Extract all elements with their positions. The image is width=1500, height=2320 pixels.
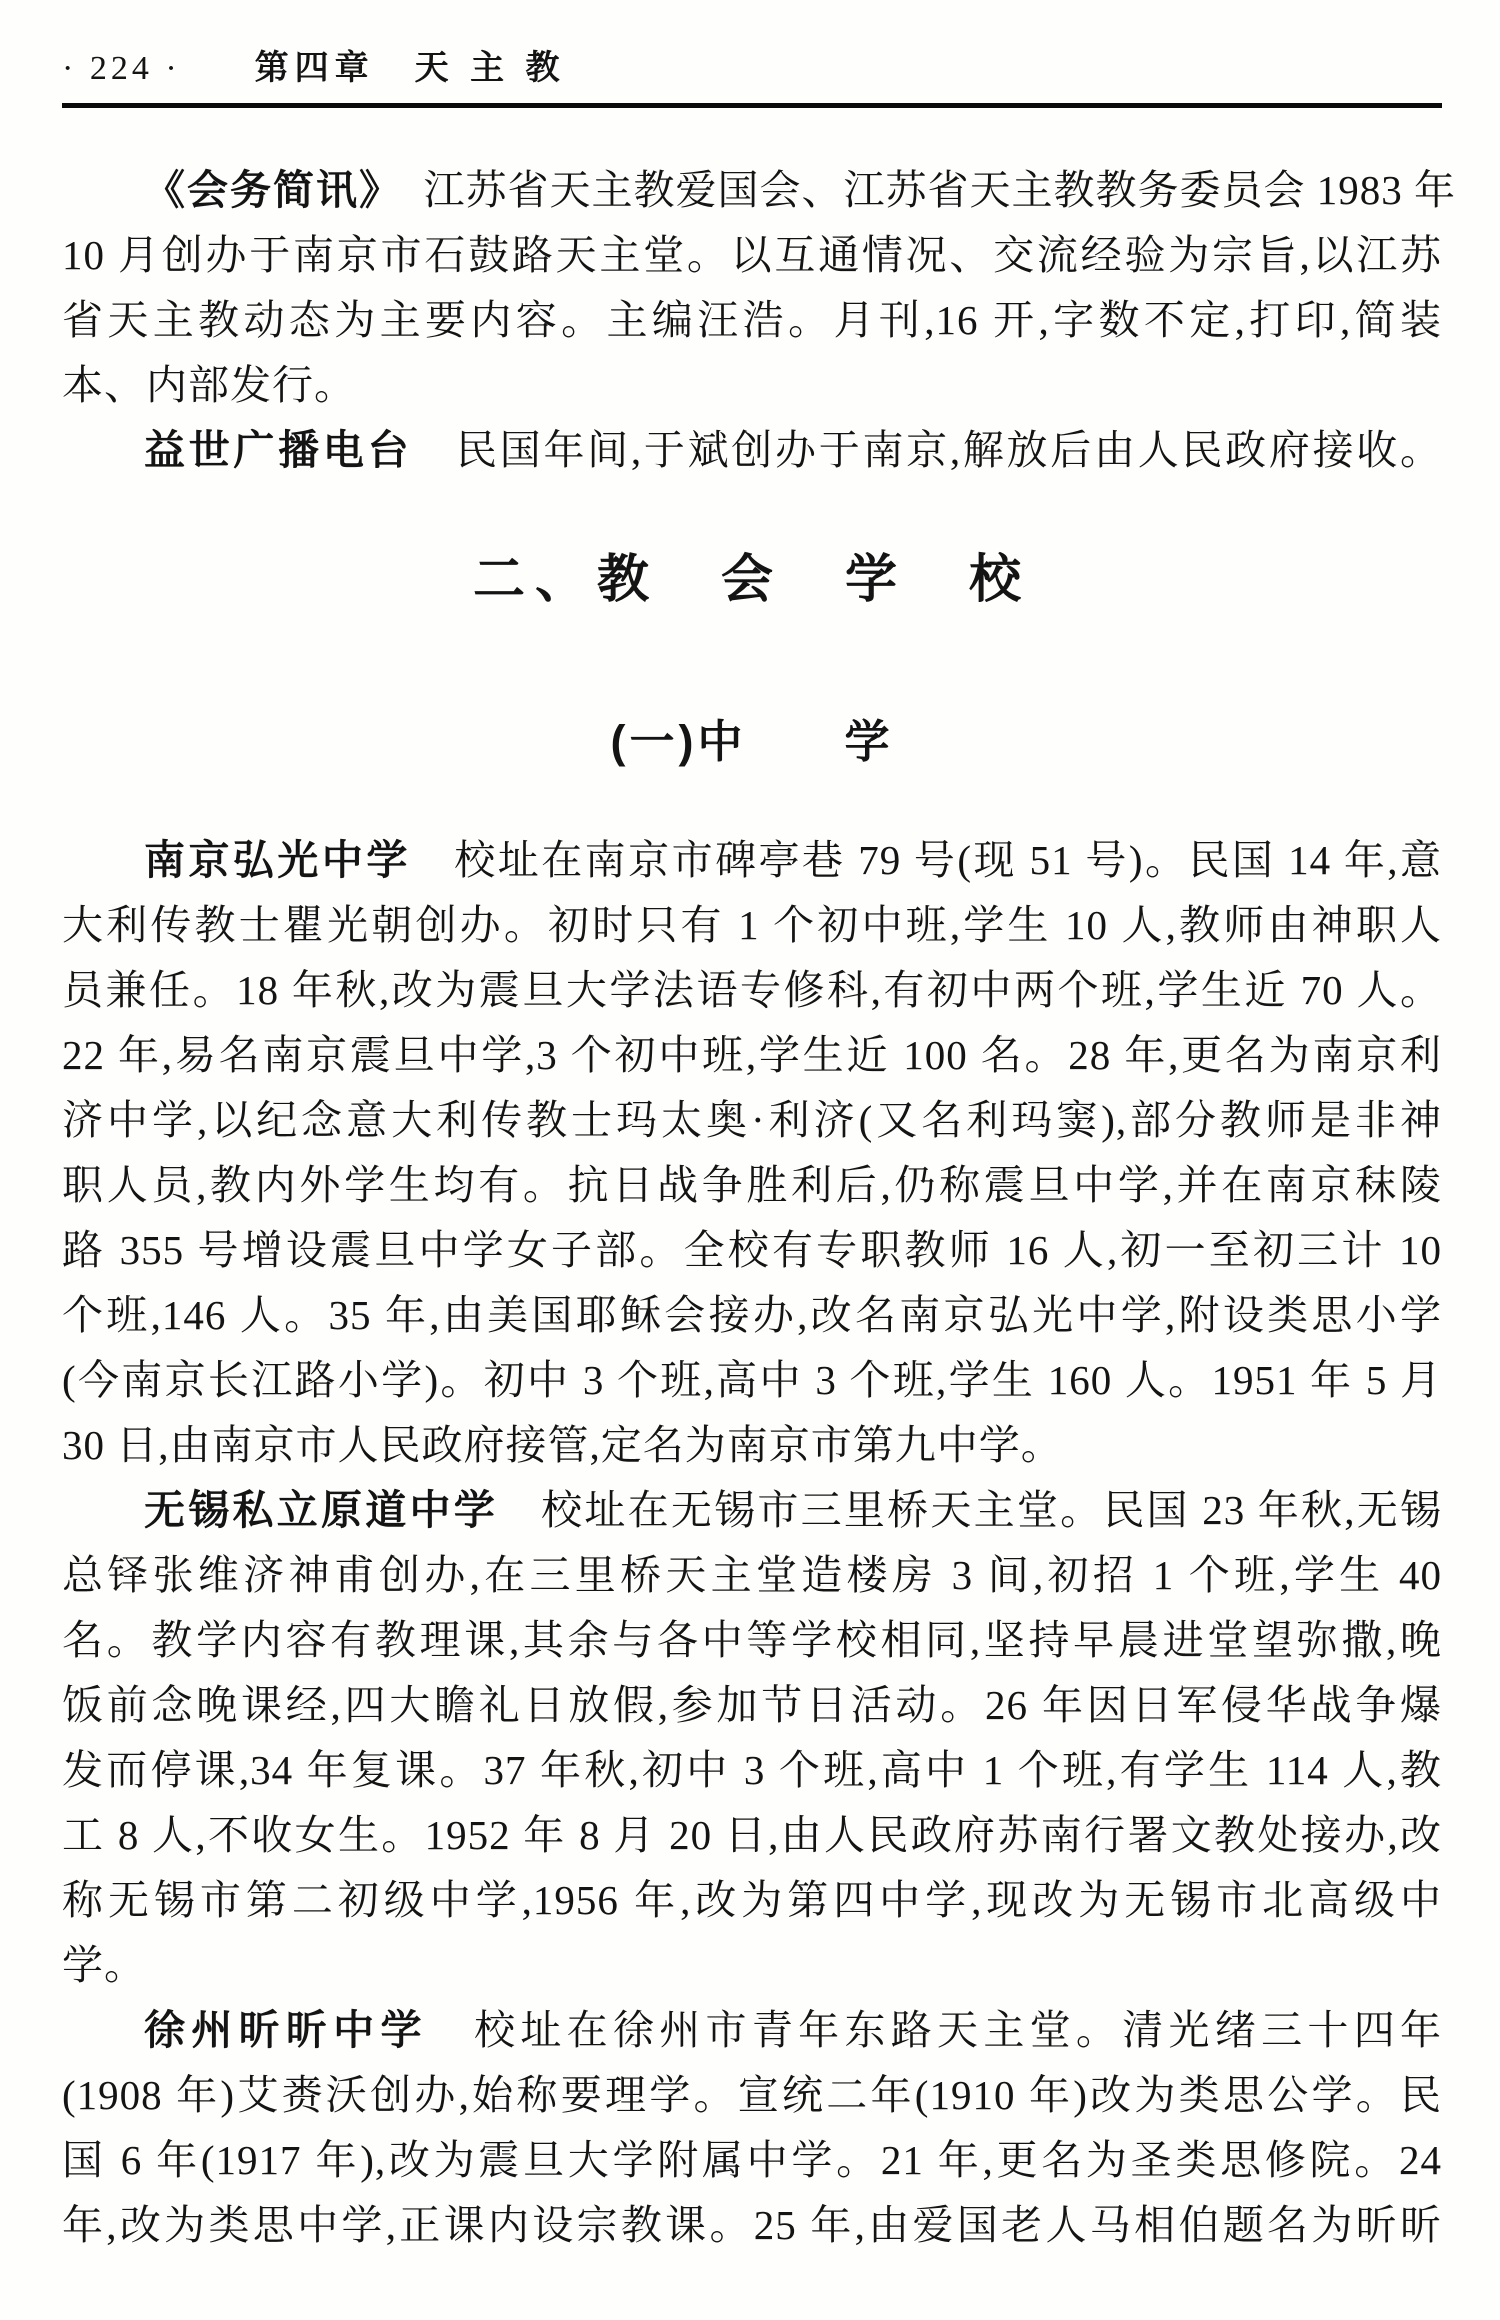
text-line: 学。 <box>62 1942 146 1988</box>
entry-title-nanjing-hongguang: 南京弘光中学 <box>144 837 411 883</box>
line-text: 校址在无锡市三里桥天主堂。民国 23 年秋,无锡 <box>497 1487 1443 1533</box>
line-text: 江苏省天主教爱国会、江苏省天主教教务委员会 1983 年 <box>381 167 1456 213</box>
entry-title-yishi-radio: 益世广播电台 <box>144 427 413 473</box>
text-line: 员兼任。18 年秋,改为震旦大学法语专修科,有初中两个班,学生近 70 人。 <box>62 967 1442 1013</box>
text-line: 国 6 年(1917 年),改为震旦大学附属中学。21 年,更名为圣类思修院。24 <box>62 2137 1442 2183</box>
text-line: 个班,146 人。35 年,由美国耶稣会接办,改名南京弘光中学,附设类思小学 <box>62 1292 1442 1338</box>
running-header <box>62 46 1442 91</box>
text-line <box>62 158 1456 223</box>
header-rule <box>62 103 1442 108</box>
entry-title-xuzhou-xinxin: 徐州昕昕中学 <box>144 2007 428 2053</box>
chapter-title: 第四章 天 主 教 <box>254 49 566 87</box>
text-line: 名。教学内容有教理课,其余与各中等学校相同,坚持早晨进堂望弥撒,晚 <box>62 1617 1442 1663</box>
text-line <box>62 418 1442 483</box>
text-line <box>62 1998 1442 2063</box>
text-line: 22 年,易名南京震旦中学,3 个初中班,学生近 100 名。28 年,更名为南京利 <box>62 1032 1442 1078</box>
entry-title-huiwu-jianxun: 《会务简讯》 <box>144 167 382 213</box>
text-line: 称无锡市第二初级中学,1956 年,改为第四中学,现改为无锡市北高级中 <box>62 1877 1442 1923</box>
line-text: 校址在徐州市青年东路天主堂。清光绪三十四年 <box>427 2007 1443 2053</box>
text-line: 发而停课,34 年复课。37 年秋,初中 3 个班,高中 1 个班,有学生 114 人,教 <box>62 1747 1442 1793</box>
text-line: 济中学,以纪念意大利传教士玛太奥·利济(又名利玛窦),部分教师是非神 <box>62 1097 1442 1143</box>
text-line: 工 8 人,不收女生。1952 年 8 月 20 日,由人民政府苏南行署文教处接办,改 <box>62 1812 1442 1858</box>
text-line: 30 日,由南京市人民政府接管,定名为南京市第九中学。 <box>62 1422 1063 1468</box>
text-line: 年,改为类思中学,正课内设宗教课。25 年,由爱国老人马相伯题名为昕昕 <box>62 2202 1442 2248</box>
text-line: 总铎张维济神甫创办,在三里桥天主堂造楼房 3 间,初招 1 个班,学生 40 <box>62 1552 1442 1598</box>
line-text: 校址在南京市碑亭巷 79 号(现 51 号)。民国 14 年,意 <box>410 837 1443 883</box>
paragraph-yishi-radio <box>62 418 1442 483</box>
paragraph-xuzhou-xinxin <box>62 1998 1442 2258</box>
section-heading: 二、教 会 学 校 <box>472 552 1031 609</box>
text-line: 本、内部发行。 <box>62 362 356 408</box>
text-line: 职人员,教内外学生均有。抗日战争胜利后,仍称震旦中学,并在南京秣陵 <box>62 1162 1442 1208</box>
page-number: · 224 · <box>62 50 181 87</box>
text-line: 大利传教士瞿光朝创办。初时只有 1 个初中班,学生 10 人,教师由神职人 <box>62 902 1442 948</box>
paragraph-wuxi-yuandao <box>62 1478 1442 1998</box>
text-line: (1908 年)艾赉沃创办,始称要理学。宣统二年(1910 年)改为类思公学。民 <box>62 2072 1442 2118</box>
line-text: 民国年间,于斌创办于南京,解放后由人民政府接收。 <box>412 427 1443 473</box>
text-line: (今南京长江路小学)。初中 3 个班,高中 3 个班,学生 160 人。1951 年 5 月 <box>62 1357 1442 1403</box>
paragraph-nanjing-hongguang <box>62 828 1442 1478</box>
text-line: 饭前念晚课经,四大瞻礼日放假,参加节日活动。26 年因日军侵华战争爆 <box>62 1682 1442 1728</box>
subsection-heading: (一)中 学 <box>610 716 894 767</box>
text-line <box>62 828 1442 893</box>
text-line: 省天主教动态为主要内容。主编汪浩。月刊,16 开,字数不定,打印,简装 <box>62 297 1442 343</box>
text-line: 路 355 号增设震旦中学女子部。全校有专职教师 16 人,初一至初三计 10 <box>62 1227 1442 1273</box>
text-line: 10 月创办于南京市石鼓路天主堂。以互通情况、交流经验为宗旨,以江苏 <box>62 232 1442 278</box>
paragraph-huiwu-jianxun <box>62 158 1456 418</box>
entry-title-wuxi-yuandao: 无锡私立原道中学 <box>144 1487 498 1533</box>
text-line <box>62 1478 1442 1543</box>
